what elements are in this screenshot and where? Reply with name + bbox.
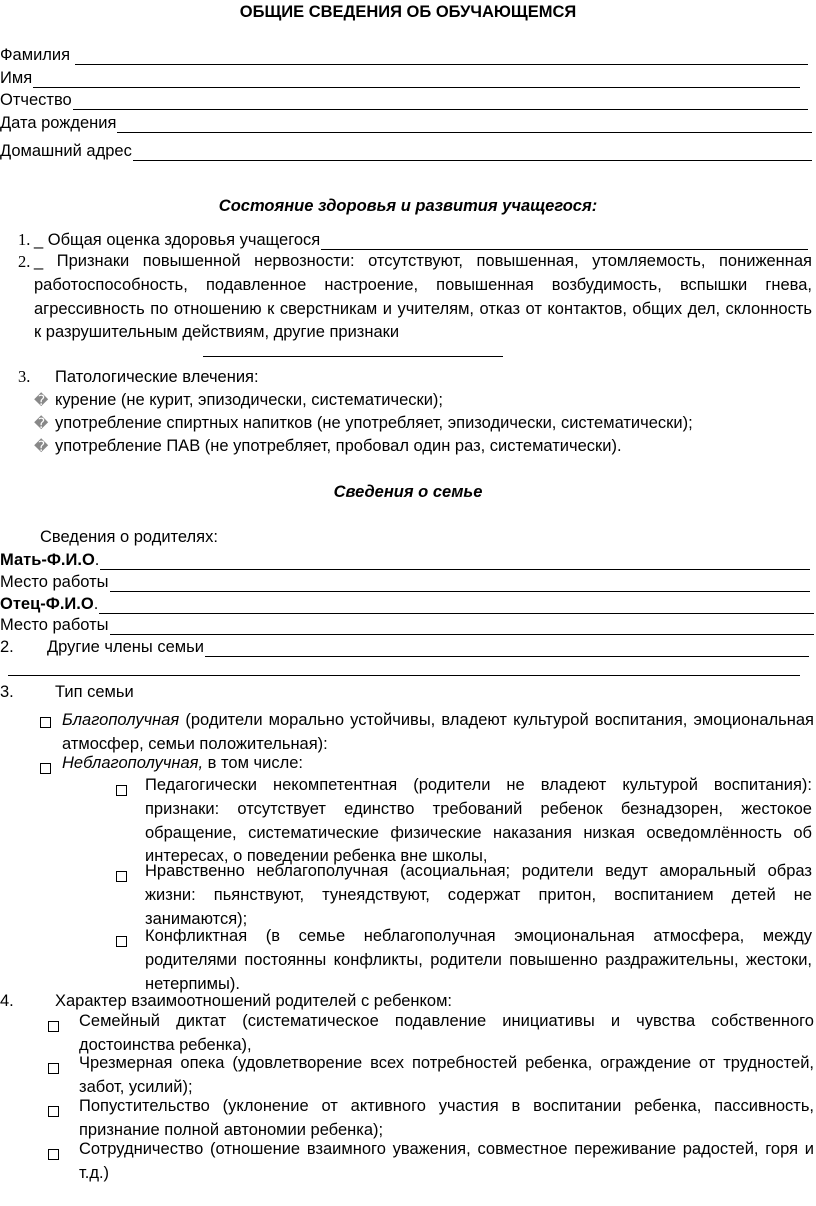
bullet-icon: � [34,392,49,408]
address-label: Домашний адрес [0,142,132,160]
health-assessment-field[interactable] [34,230,808,250]
incompetent-checkbox[interactable] [116,780,127,800]
permissiveness-option: Попустительство (уклонение от активного участия в воспитании ребенка, пассивность, признание полной автономии ребенка); [79,1097,814,1139]
mother-work-field[interactable] [0,572,810,592]
prosperous-term: Благополучная [62,711,180,729]
conflict-option: Конфликтная (в семье неблагополучная эмоциональная атмосфера, между родителями постоянны конфликты, родители повышенно раздражительны, жестоки, нетерпимы). [145,927,812,993]
relations-label: Характер взаимоотношений родителей с ребенком: [55,992,453,1010]
mother-work-line [110,575,810,592]
dictate-option: Семейный диктат (систематическое подавление инициативы и чувства собственного достоинства ребенка), [79,1012,814,1054]
patronymic-field[interactable] [0,90,808,110]
incompetent-option: Педагогически некомпетентная (родители не владеют культурой воспитания): признаки: отсутствует единство требований ребенок безнадзорен, жестокое обращение, систематические физические наказания низкая осведомлённость об интересах, о поведении ребенка вне школы, [145,776,812,866]
mother-label: Мать-Ф.И.О [0,551,95,569]
father-field[interactable] [0,594,814,614]
mother-field[interactable] [0,550,810,570]
father-work-field[interactable] [0,615,814,635]
mother-work-label: Место работы [0,573,109,591]
health-item3-number: 3. [18,367,31,386]
prosperous-desc: (родители морально устойчивы, владеют культурой воспитания, эмоциональная атмосфер, семьи положительная): [62,711,814,753]
family-type-label: Тип семьи [55,683,134,701]
family-type-number: 3. [0,683,14,701]
others-number: 2. [0,638,14,656]
health-assessment-label: _ Общая оценка здоровья учащегося [34,231,321,249]
prosperous-checkbox[interactable] [40,712,51,732]
patronymic-line [73,93,808,110]
cooperation-option: Сотрудничество (отношение взаимного уважения, совместное переживание радостей, горя и т.д.) [79,1140,814,1182]
nervousness-signs [34,250,812,345]
health-heading: Состояние здоровья и развития учащегося: [218,197,598,215]
health-assessment-line [321,233,808,250]
cooperation-checkbox[interactable] [48,1144,59,1164]
patronymic-label: Отчество [0,91,72,109]
asocial-checkbox[interactable] [116,866,127,886]
urge-substances: употребление ПАВ (не употребляет, пробовал один раз, систематически). [55,437,622,455]
surname-label: Фамилия [0,46,71,64]
urge-alcohol: употребление спиртных напитков (не употребляет, эпизодически, систематически); [55,414,693,432]
name-field[interactable] [0,68,800,88]
unprosperous-term: Неблагополучная, [62,754,204,772]
father-work-label: Место работы [0,616,109,634]
asocial-option: Нравственно неблагополучная (асоциальная; родители ведут аморальный образ жизни: пьянствуют, тунеядствуют, содержат притон, воспитанием детей не занимаются); [145,862,812,928]
other-members-line-2[interactable] [8,675,800,676]
pathological-urges-label: Патологические влечения: [55,368,259,386]
bullet-icon: � [34,415,49,431]
health-item2-number: 2. [18,252,31,271]
parents-intro: Сведения о родителях: [40,528,218,546]
father-label: Отец-Ф.И.О [0,595,94,613]
surname-field[interactable] [0,45,808,65]
address-field[interactable] [0,141,812,161]
conflict-checkbox[interactable] [116,931,127,951]
page-title: ОБЩИЕ СВЕДЕНИЯ ОБ ОБУЧАЮЩЕМСЯ [239,3,577,21]
nervousness-text: _ Признаки повышенной нервозности: отсутствуют, повышенная, утомляемость, пониженная работоспособность, подавленное настроение, повышенная возбудимость, вспышки гнева, агрессивность по отношению к сверстникам и учителям, отказ от контактов, общих дел, склонность к разрушительным действиям, другие признаки [34,252,812,342]
address-line [133,144,812,161]
name-label: Имя [0,69,33,87]
birthdate-line [117,116,812,133]
family-heading: Сведения о семье [333,483,483,501]
other-members-field[interactable] [47,637,809,657]
father-line [99,597,814,614]
father-work-line [110,618,814,635]
other-members-line [205,640,809,657]
other-members-label: Другие члены семьи [47,638,204,656]
urge-smoking: курение (не курит, эпизодически, систематически); [55,391,444,409]
birthdate-label: Дата рождения [0,114,117,132]
mother-line [100,553,810,570]
overprotection-checkbox[interactable] [48,1058,59,1078]
permissiveness-checkbox[interactable] [48,1101,59,1121]
bullet-icon: � [34,438,49,454]
unprosperous-desc: в том числе: [203,754,303,772]
dictate-checkbox[interactable] [48,1016,59,1036]
other-signs-line[interactable] [203,356,503,357]
health-item1-number: 1. [18,230,31,249]
mother-dot: . [94,551,100,569]
birthdate-field[interactable] [0,113,812,133]
unprosperous-checkbox[interactable] [40,758,51,778]
name-line [33,71,800,88]
prosperous-option [62,709,814,757]
unprosperous-option [62,753,303,773]
relations-number: 4. [0,992,14,1010]
overprotection-option: Чрезмерная опека (удовлетворение всех потребностей ребенка, ограждение от трудностей, забот, усилий); [79,1054,814,1096]
father-dot: . [93,595,99,613]
surname-line [75,48,808,65]
